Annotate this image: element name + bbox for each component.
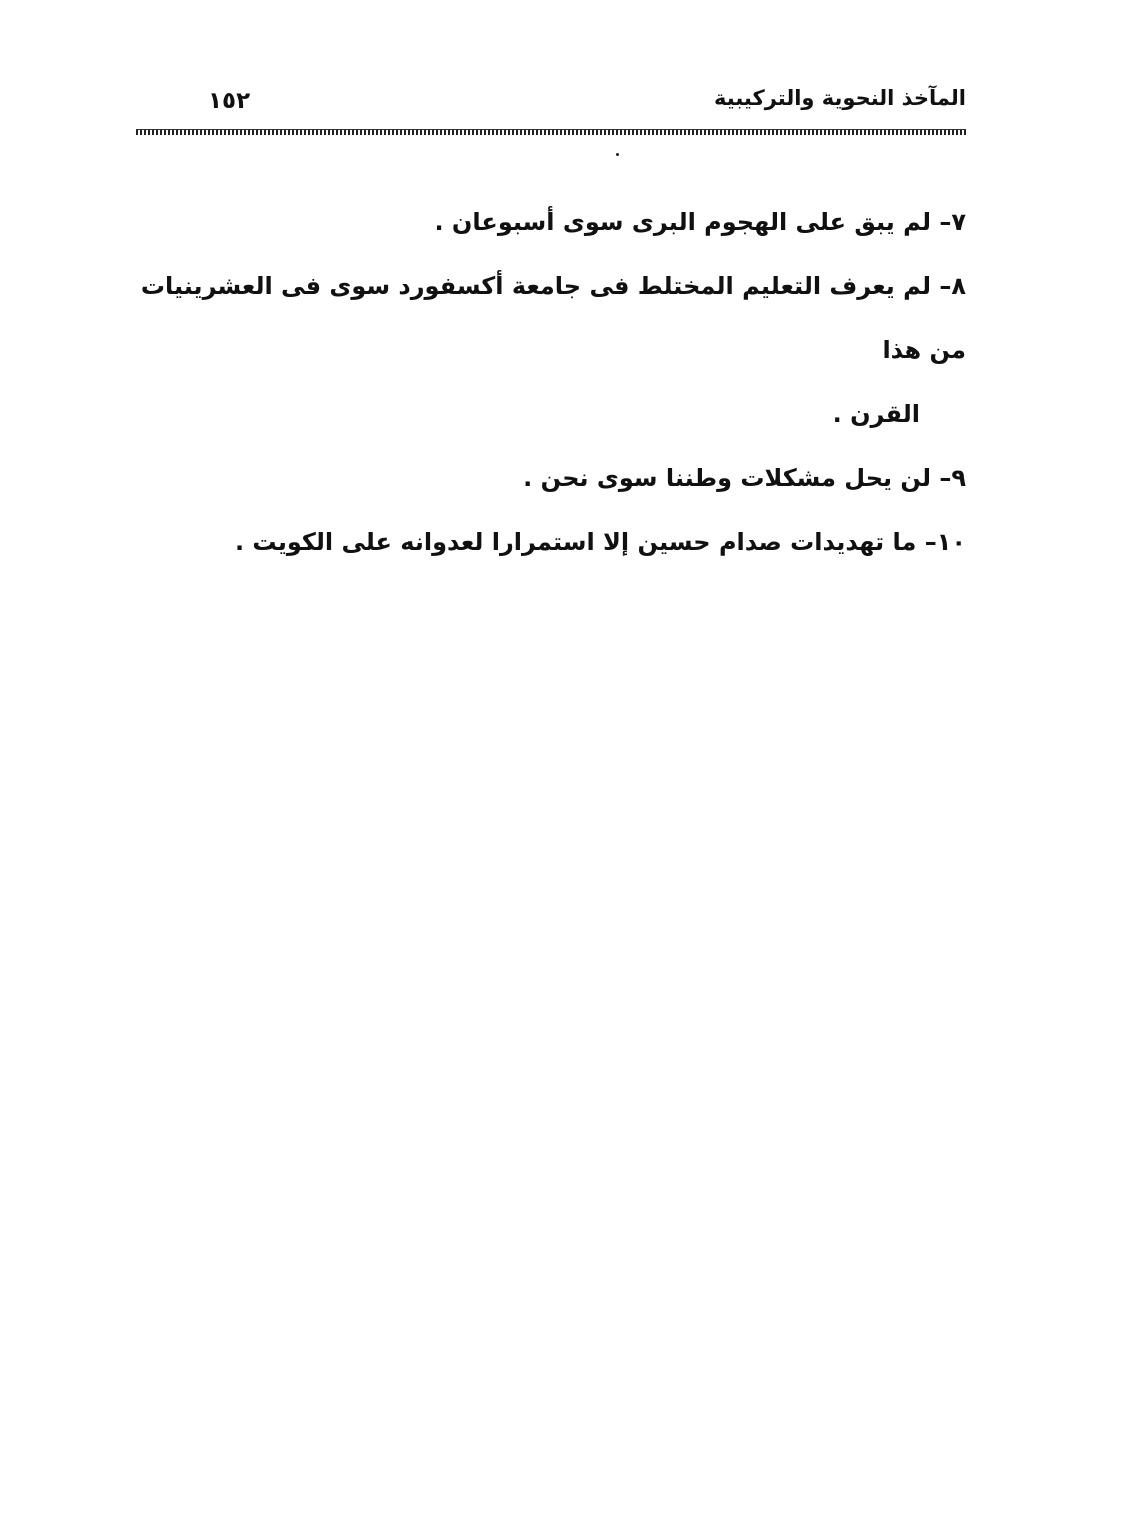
header-rule: [136, 129, 966, 135]
example-item-9: ٩– لن يحل مشكلات وطننا سوى نحن .: [523, 464, 966, 492]
example-item-10: ١٠– ما تهديدات صدام حسين إلا استمرارا لعدوانه على الكويت .: [234, 528, 966, 556]
example-item-8-continuation: القرن .: [832, 400, 920, 428]
example-list: [136, 190, 966, 574]
example-item-8: ٨– لم يعرف التعليم المختلط فى جامعة أكسفورد سوى فى العشرينيات من هذا: [140, 272, 966, 364]
page-number: ١٥٢: [208, 88, 251, 114]
stray-dot: [616, 153, 619, 156]
running-title: المآخذ النحوية والتركيبية: [714, 86, 966, 110]
page-header: [136, 80, 966, 124]
example-item-7: ٧– لم يبق على الهجوم البرى سوى أسبوعان .: [434, 208, 966, 236]
